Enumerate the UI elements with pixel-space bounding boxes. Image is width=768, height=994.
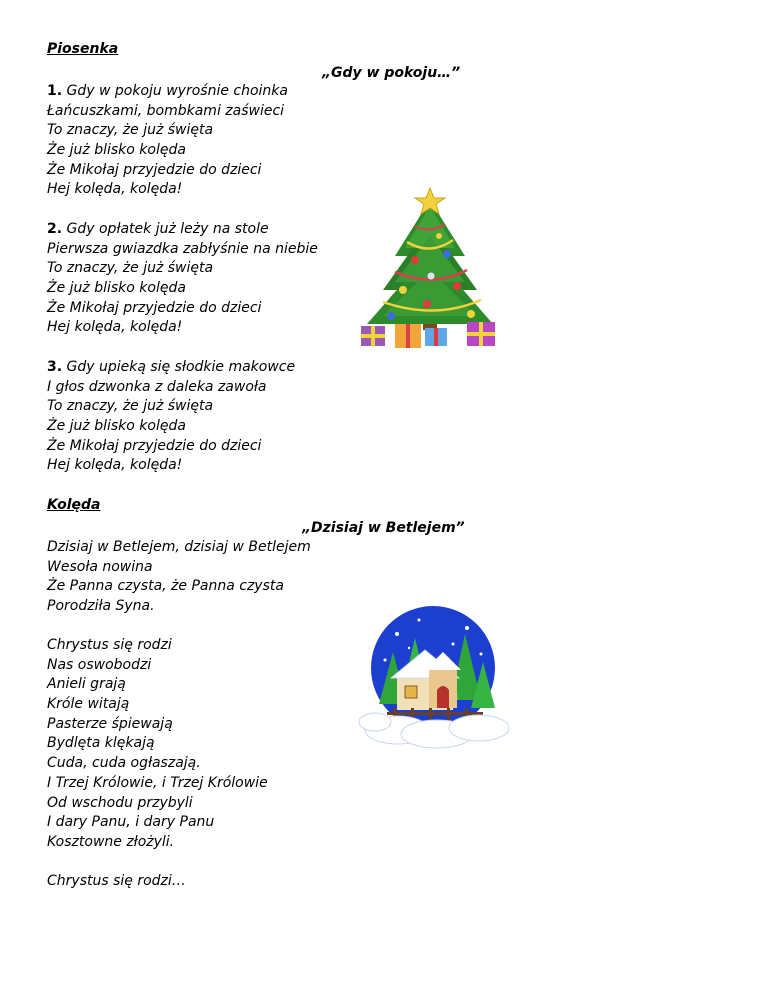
verse-line: Nas oswobodzi bbox=[47, 656, 152, 673]
verse-line: Cuda, cuda ogłaszają. bbox=[47, 755, 201, 772]
verse-line: I Trzej Królowie, i Trzej Królowie bbox=[47, 774, 268, 791]
verse-line: I głos dzwonka z daleka zawoła bbox=[47, 378, 267, 395]
verse-line: Że już blisko kolęda bbox=[47, 418, 186, 435]
verse-line: Pasterze śpiewają bbox=[47, 715, 173, 732]
verse-line: Hej kolęda, kolęda! bbox=[47, 319, 183, 336]
verse-line: Anieli grają bbox=[47, 676, 126, 693]
carol-title: „Dzisiaj w Betlejem” bbox=[302, 520, 465, 536]
verse-line: Króle witają bbox=[47, 696, 130, 713]
verse-line: To znaczy, że już święta bbox=[47, 398, 214, 415]
carol-chorus bbox=[47, 636, 268, 853]
song-verse-2 bbox=[47, 220, 318, 338]
song-section-label: Piosenka bbox=[47, 41, 119, 57]
verse-line-text: Gdy opłatek już leży na stole bbox=[66, 221, 269, 237]
christmas-tree-image bbox=[355, 186, 505, 352]
verse-line: Pierwsza gwiazdka zabłyśnie na niebie bbox=[47, 240, 318, 257]
verse-line: Od wschodu przybyli bbox=[47, 794, 193, 811]
verse-line: Że Panna czysta, że Panna czysta bbox=[47, 578, 284, 595]
verse-number: 2. bbox=[47, 221, 63, 237]
verse-line: Kosztowne złożyli. bbox=[47, 833, 175, 850]
verse-line: Hej kolęda, kolęda! bbox=[47, 457, 183, 474]
song-verse-1 bbox=[47, 82, 288, 200]
verse-line: Wesoła nowina bbox=[47, 558, 153, 575]
snowy-house-image bbox=[357, 604, 515, 750]
verse-line: Że Mikołaj przyjedzie do dzieci bbox=[47, 161, 262, 178]
song-verse-3 bbox=[47, 358, 295, 476]
verse-line-text: Gdy w pokoju wyrośnie choinka bbox=[66, 83, 288, 99]
verse-line bbox=[47, 82, 288, 102]
verse-line: Chrystus się rodzi… bbox=[47, 873, 186, 889]
verse-line: To znaczy, że już święta bbox=[47, 122, 214, 139]
verse-line: Porodziła Syna. bbox=[47, 598, 155, 615]
verse-line: Że już blisko kolęda bbox=[47, 280, 186, 297]
verse-line: Hej kolęda, kolęda! bbox=[47, 181, 183, 198]
verse-number: 1. bbox=[47, 83, 63, 99]
verse-line bbox=[47, 220, 318, 240]
verse-line: Bydlęta klękają bbox=[47, 735, 155, 752]
verse-line: Że Mikołaj przyjedzie do dzieci bbox=[47, 437, 262, 454]
verse-line-text: Gdy upieką się słodkie makowce bbox=[66, 359, 296, 375]
verse-line: Że Mikołaj przyjedzie do dzieci bbox=[47, 299, 262, 316]
verse-number: 3. bbox=[47, 359, 63, 375]
verse-line: Że już blisko kolęda bbox=[47, 142, 186, 159]
carol-ending bbox=[47, 872, 186, 892]
song-title: „Gdy w pokoju…” bbox=[322, 65, 461, 81]
carol-verse bbox=[47, 538, 311, 617]
carol-section-label: Kolęda bbox=[47, 497, 101, 513]
verse-line: Łańcuszkami, bombkami zaświeci bbox=[47, 102, 285, 119]
verse-line: Dzisiaj w Betlejem, dzisiaj w Betlejem bbox=[47, 539, 311, 555]
verse-line: To znaczy, że już święta bbox=[47, 260, 214, 277]
verse-line: Chrystus się rodzi bbox=[47, 637, 172, 653]
verse-line: I dary Panu, i dary Panu bbox=[47, 814, 215, 831]
verse-line bbox=[47, 358, 295, 378]
